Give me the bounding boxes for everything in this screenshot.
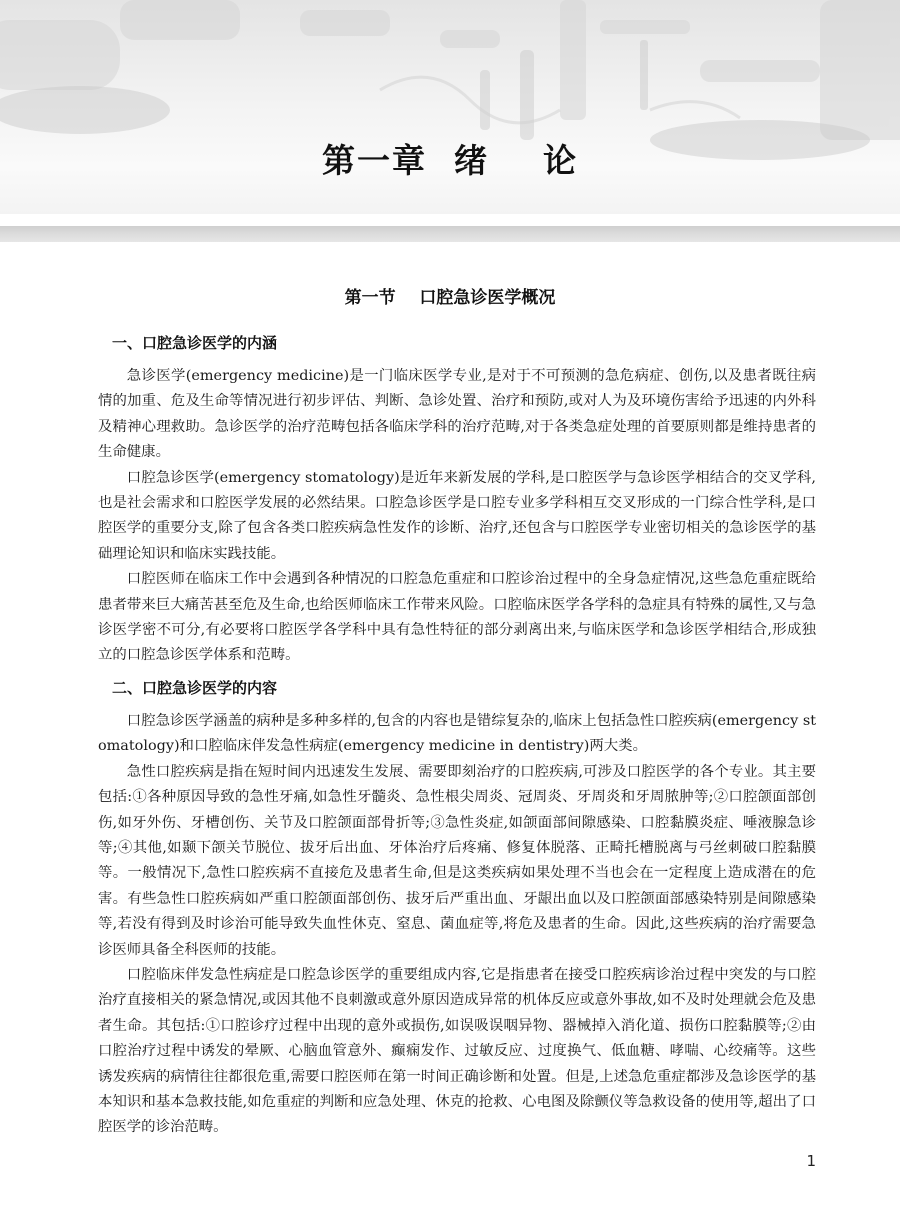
paragraph: 口腔医师在临床工作中会遇到各种情况的口腔急危重症和口腔诊治过程中的全身急症情况,这些急危重症既给患者带来巨大痛苦甚至危及生命,也给医师临床工作带来风险。口腔临床医学各学科的急症具有特殊的属性,又与急诊医学密不可分,有必要将口腔医学各学科中具有急性特征的部分剥离出来,与临床医学和急诊医学相结合,形成独立的口腔急诊医学体系和范畴。 (98, 571, 816, 664)
paragraph: 急性口腔疾病是指在短时间内迅速发生发展、需要即刻治疗的口腔疾病,可涉及口腔医学的各个专业。其主要包括:①各种原因导致的急性牙痛,如急性牙髓炎、急性根尖周炎、冠周炎、牙周炎和牙周脓肿等;②口腔颌面部创伤,如牙外伤、牙槽创伤、关节及口腔颌面部骨折等;③急性炎症,如颌面部间隙感染、口腔黏膜炎症、唾液腺急诊等;④其他,如颞下颌关节脱位、拔牙后出血、牙体治疗后疼痛、修复体脱落、正畸托槽脱离与弓丝刺破口腔黏膜等。一般情况下,急性口腔疾病不直接危及患者生命,但是这类疾病如果处理不当也会在一定程度上造成潜在的危害。有些急性口腔疾病如严重口腔颌面部创伤、拔牙后严重出血、牙龈出血以及口腔颌面部感染特别是间隙感染等,若没有得到及时诊治可能导致失血性休克、窒息、菌血症等,将危及患者的生命。因此,这些疾病的治疗需要急诊医师具备全科医师的技能。 (98, 763, 816, 958)
paragraph: 口腔急诊医学涵盖的病种是多种多样的,包含的内容也是错综复杂的,临床上包括急性口腔疾病(emergency stomatology)和口腔临床伴发急性病症(emergency medicine in dentistry)两大类。 (98, 712, 816, 755)
chapter-title: 第一章 绪 论 (322, 141, 578, 180)
subsection-heading-1: 一、口腔急诊医学的内涵 (112, 334, 278, 352)
banner-divider (0, 226, 900, 242)
page-number: 1 (806, 1152, 816, 1170)
body-content (98, 330, 816, 1141)
paragraph: 口腔临床伴发急性病症是口腔急诊医学的重要组成内容,它是指患者在接受口腔疾病诊治过程中突发的与口腔治疗直接相关的紧急情况,或因其他不良刺激或意外原因造成异常的机体反应或意外事故,如不及时处理就会危及患者生命。其包括:①口腔诊疗过程中出现的意外或损伤,如误吸误咽异物、器械掉入消化道、损伤口腔黏膜等;②由口腔治疗过程中诱发的晕厥、心脑血管意外、癫痫发作、过敏反应、过度换气、低血糖、哮喘、心绞痛等。这些诱发疾病的病情往往都很危重,需要口腔医师在第一时间正确诊断和处置。但是,上述急危重症都涉及急诊医学的基本知识和基本急救技能,如危重症的判断和应急处理、休克的抢救、心电图及除颤仪等急救设备的使用等,超出了口腔医学的诊治范畴。 (98, 966, 816, 1136)
paragraph: 口腔急诊医学(emergency stomatology)是近年来新发展的学科,是口腔医学与急诊医学相结合的交叉学科,也是社会需求和口腔医学发展的必然结果。口腔急诊医学是口腔专业多学科相互交叉形成的一门综合性学科,是口腔医学的重要分支,除了包含各类口腔疾病急性发作的诊断、治疗,还包含与口腔医学专业密切相关的急诊医学的基础理论知识和临床实践技能。 (98, 469, 816, 562)
subsection-heading-2: 二、口腔急诊医学的内容 (112, 678, 278, 697)
chapter-banner (0, 0, 900, 214)
paragraph: 急诊医学(emergency medicine)是一门临床医学专业,是对于不可预测的急危病症、创伤,以及患者既往病情的加重、危及生命等情况进行初步评估、判断、急诊处置、治疗和预防,或对人为及环境伤害给予迅速的内外科及精神心理救助。急诊医学的治疗范畴包括各临床学科的治疗范畴,对于各类急症处理的首要原则都是维持患者的生命健康。 (98, 368, 816, 461)
section-title: 第一节 口腔急诊医学概况 (344, 288, 556, 308)
